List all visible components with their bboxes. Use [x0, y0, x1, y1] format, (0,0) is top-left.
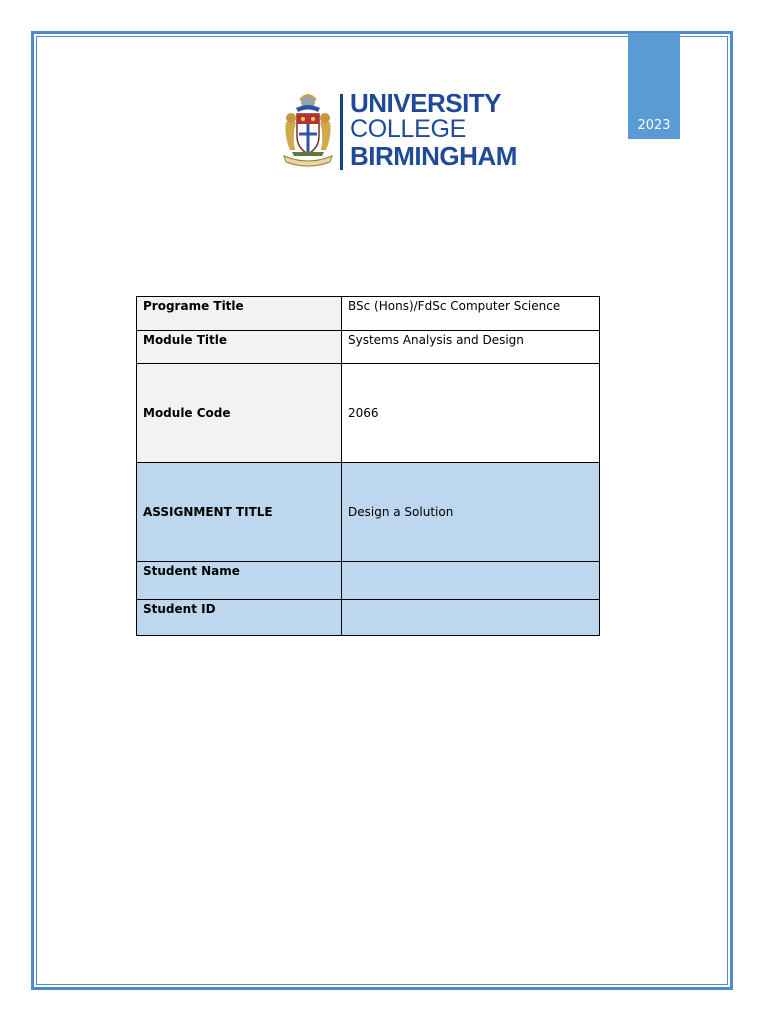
table-row-module-title	[137, 331, 600, 364]
table-row-programme-title	[137, 297, 600, 331]
year-tab	[628, 33, 680, 139]
student-id-label: Student ID	[137, 600, 342, 636]
assignment-title-value: Design a Solution	[342, 463, 600, 562]
module-title-value: Systems Analysis and Design	[342, 331, 600, 364]
module-code-label: Module Code	[137, 364, 342, 463]
table-row-student-id	[137, 600, 600, 636]
coat-of-arms-icon	[282, 92, 334, 170]
cover-info-table	[136, 296, 600, 636]
logo-line-university: UNIVERSITY	[350, 88, 502, 118]
logo-wordmark	[350, 90, 517, 169]
year-label: 2023	[637, 118, 671, 133]
programme-title-label: Programe Title	[137, 297, 342, 331]
module-code-value: 2066	[342, 364, 600, 463]
student-id-value[interactable]	[342, 600, 600, 636]
table-row-module-code	[137, 364, 600, 463]
assignment-title-label: ASSIGNMENT TITLE	[137, 463, 342, 562]
student-name-label: Student Name	[137, 562, 342, 600]
table-row-assignment-title	[137, 463, 600, 562]
module-title-label: Module Title	[137, 331, 342, 364]
student-name-value[interactable]	[342, 562, 600, 600]
programme-title-value: BSc (Hons)/FdSc Computer Science	[342, 297, 600, 331]
logo-line-college: COLLEGE	[350, 115, 467, 143]
university-logo	[282, 88, 517, 174]
logo-divider	[340, 94, 343, 170]
table-row-student-name	[137, 562, 600, 600]
logo-line-birmingham: BIRMINGHAM	[350, 141, 517, 171]
